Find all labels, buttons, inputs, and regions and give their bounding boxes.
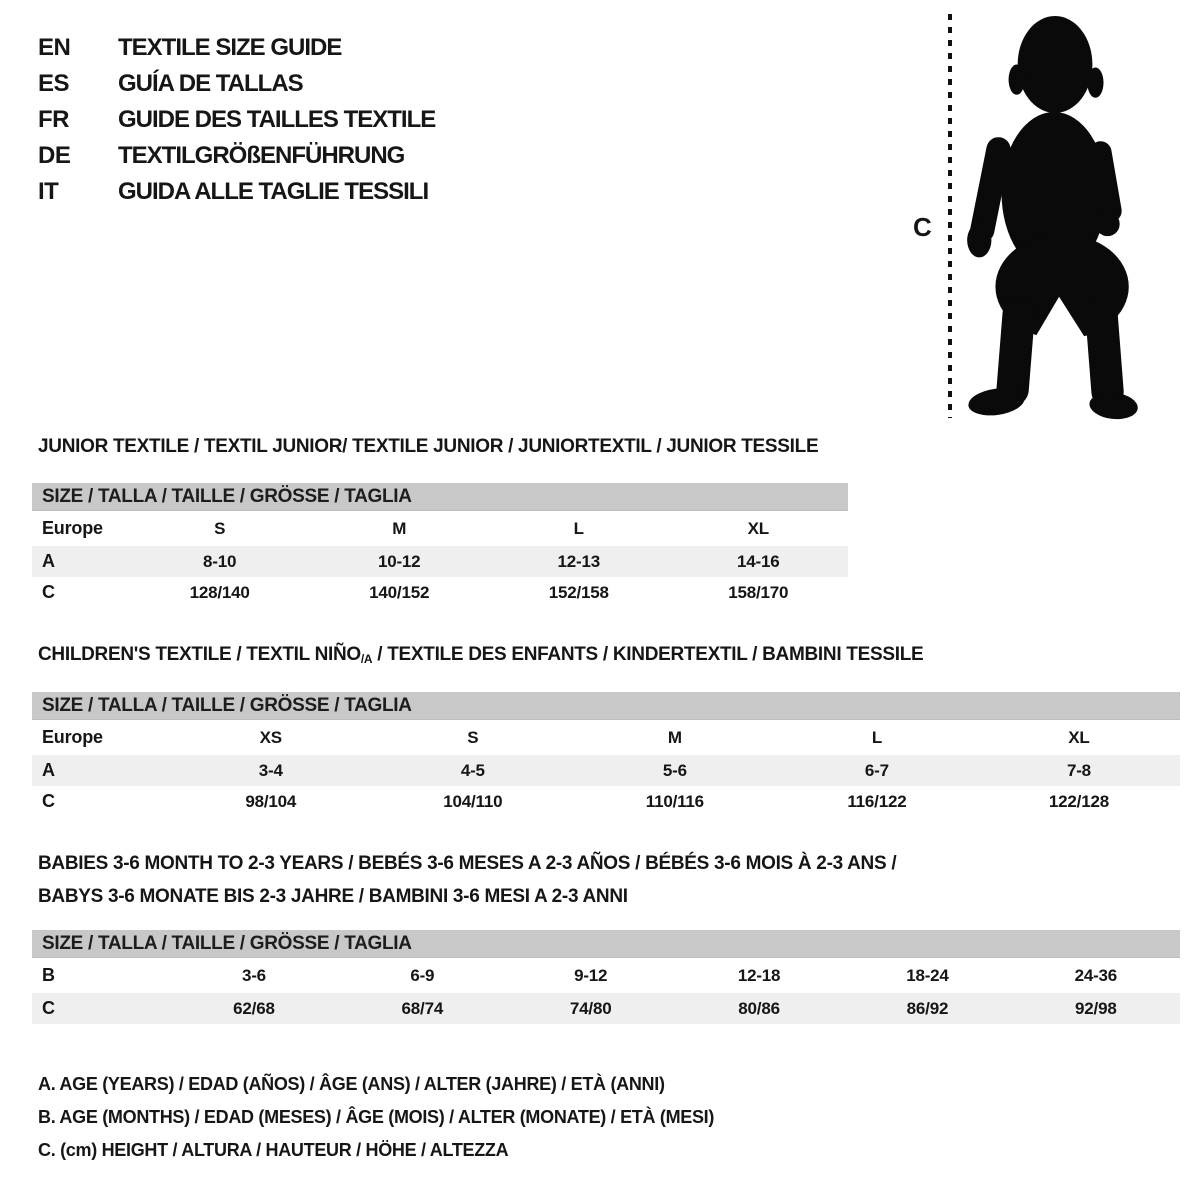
table-cell: 4-5 xyxy=(460,761,485,780)
legend-line-b: B. AGE (MONTHS) / EDAD (MESES) / ÂGE (MOIS) / ALTER (MONATE) / ETÀ (MESI) xyxy=(38,1107,715,1127)
table-cell: 68/74 xyxy=(401,999,444,1018)
language-title-block xyxy=(38,30,435,210)
table-cell: 110/116 xyxy=(645,792,704,811)
table-row-c xyxy=(32,577,848,608)
size-table-header: SIZE / TALLA / TAILLE / GRÖSSE / TAGLIA xyxy=(32,483,848,511)
table-cell: S xyxy=(214,519,226,538)
lang-title: TEXTILE SIZE GUIDE xyxy=(118,34,342,61)
row-label: Europe xyxy=(42,518,103,538)
size-table-header: SIZE / TALLA / TAILLE / GRÖSSE / TAGLIA xyxy=(32,930,1180,958)
table-cell: 14-16 xyxy=(737,552,780,571)
table-cell: 74/80 xyxy=(569,999,612,1018)
table-cell: 122/128 xyxy=(1048,792,1109,811)
table-cell: 116/122 xyxy=(847,792,907,811)
babies-size-table xyxy=(32,930,1180,1024)
table-row-a xyxy=(32,755,1180,786)
lang-title: TEXTILGRÖßENFÜHRUNG xyxy=(118,142,405,169)
children-size-table xyxy=(32,692,1180,817)
row-label: C xyxy=(42,791,55,811)
row-label: B xyxy=(42,965,55,985)
table-cell: 24-36 xyxy=(1074,966,1118,985)
table-cell: 128/140 xyxy=(189,583,250,602)
height-measure-dashed-line xyxy=(948,14,952,418)
table-cell: L xyxy=(573,519,584,538)
children-heading-main: CHILDREN'S TEXTILE / TEXTIL NIÑO xyxy=(38,644,361,665)
row-label: A xyxy=(42,760,55,780)
table-cell: 8-10 xyxy=(203,552,237,571)
table-cell: 12-13 xyxy=(557,552,600,571)
table-cell: 18-24 xyxy=(906,966,949,985)
lang-title: GUIDE DES TAILLES TEXTILE xyxy=(118,106,436,133)
table-cell: 10-12 xyxy=(377,552,421,571)
lang-code: ES xyxy=(38,70,70,97)
lang-row-it xyxy=(38,174,435,210)
table-cell: 3-4 xyxy=(258,761,283,780)
table-cell: 80/86 xyxy=(738,999,780,1018)
table-row-c xyxy=(32,993,1180,1024)
row-label: C xyxy=(42,582,55,602)
table-row-a xyxy=(32,546,848,577)
height-measure-label: C xyxy=(913,212,932,242)
lang-title: GUIDA ALLE TAGLIE TESSILI xyxy=(118,178,429,205)
children-heading-subscript: /A xyxy=(360,652,373,666)
lang-code: FR xyxy=(38,106,69,133)
table-cell: 9-12 xyxy=(574,966,608,985)
table-cell: XL xyxy=(747,519,769,538)
size-table-header: SIZE / TALLA / TAILLE / GRÖSSE / TAGLIA xyxy=(32,692,1180,720)
junior-section xyxy=(32,436,848,608)
row-label: A xyxy=(42,551,55,571)
table-cell: 62/68 xyxy=(233,999,275,1018)
table-cell: L xyxy=(871,728,882,747)
lang-code: DE xyxy=(38,142,71,169)
table-cell: 104/110 xyxy=(443,792,503,811)
lang-row-en xyxy=(38,30,435,66)
lang-code: EN xyxy=(38,34,71,61)
table-row-c xyxy=(32,786,1180,817)
table-cell: 3-6 xyxy=(241,966,266,985)
junior-size-table xyxy=(32,483,848,608)
table-cell: M xyxy=(392,519,407,538)
lang-row-de xyxy=(38,138,435,174)
table-cell: XL xyxy=(1068,728,1090,747)
table-cell: 98/104 xyxy=(245,792,297,811)
lang-title: GUÍA DE TALLAS xyxy=(118,70,303,97)
babies-heading-line-2: BABYS 3-6 MONATE BIS 2-3 JAHRE / BAMBINI 3-6 MESI A 2-3 ANNI xyxy=(38,886,628,907)
row-label: C xyxy=(42,998,55,1018)
lang-code: IT xyxy=(38,178,59,205)
table-cell: S xyxy=(467,728,479,747)
measurement-legend xyxy=(38,1068,714,1167)
lang-row-es xyxy=(38,66,435,102)
toddler-silhouette-icon xyxy=(966,16,1138,420)
table-cell: 6-7 xyxy=(864,761,889,780)
table-cell: 152/158 xyxy=(548,583,609,602)
table-cell: 12-18 xyxy=(737,966,781,985)
children-heading-rest: / TEXTILE DES ENFANTS / KINDERTEXTIL / BAMBINI TESSILE xyxy=(372,644,924,665)
babies-section xyxy=(32,847,1180,1024)
table-cell: 158/170 xyxy=(728,583,789,602)
table-cell: 92/98 xyxy=(1075,999,1117,1018)
children-section-heading xyxy=(32,644,1180,667)
table-row-b xyxy=(32,958,1180,993)
junior-section-heading: JUNIOR TEXTILE / TEXTIL JUNIOR/ TEXTILE JUNIOR / JUNIORTEXTIL / JUNIOR TESSILE xyxy=(38,436,819,457)
table-cell: 140/152 xyxy=(369,583,430,602)
table-row-europe xyxy=(32,720,1180,755)
table-cell: XS xyxy=(259,728,282,747)
table-row-europe xyxy=(32,511,848,546)
table-cell: M xyxy=(667,728,682,747)
row-label: Europe xyxy=(42,727,103,747)
table-cell: 5-6 xyxy=(662,761,687,780)
table-cell: 86/92 xyxy=(906,999,949,1018)
lang-row-fr xyxy=(38,102,435,138)
table-cell: 6-9 xyxy=(410,966,435,985)
table-cell: 7-8 xyxy=(1066,761,1091,780)
children-section xyxy=(32,644,1180,817)
babies-heading-line-1: BABIES 3-6 MONTH TO 2-3 YEARS / BEBÉS 3-6 MESES A 2-3 AÑOS / BÉBÉS 3-6 MOIS À 2-3 ANS / xyxy=(38,853,897,874)
legend-line-a: A. AGE (YEARS) / EDAD (AÑOS) / ÂGE (ANS) / ALTER (JAHRE) / ETÀ (ANNI) xyxy=(38,1074,665,1094)
legend-line-c: C. (cm) HEIGHT / ALTURA / HAUTEUR / HÖHE / ALTEZZA xyxy=(38,1140,509,1160)
babies-section-heading xyxy=(32,847,1180,913)
